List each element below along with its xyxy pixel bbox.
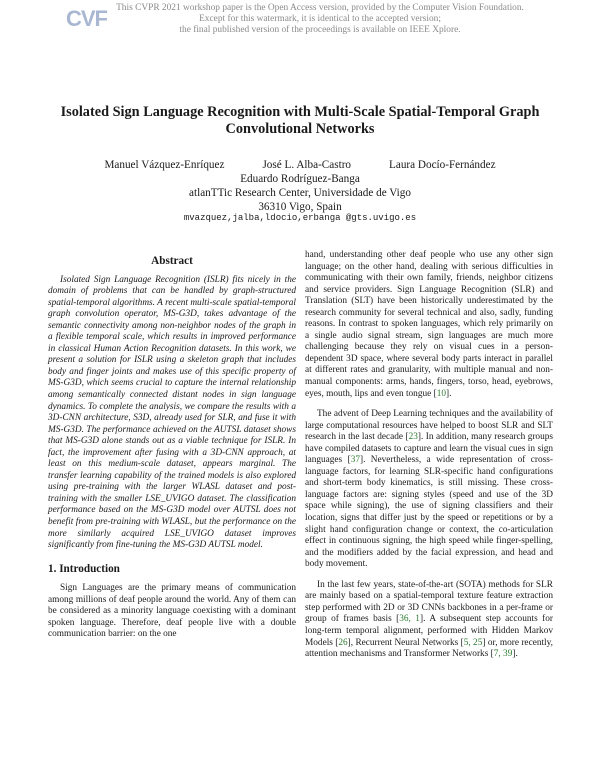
address: 36310 Vigo, Spain xyxy=(258,201,342,213)
watermark-line: This CVPR 2021 workshop paper is the Open Access version, provided by the Computer Vision Foundation. xyxy=(116,3,524,13)
author-emails: mvazquez,jalba,ldocio,erbanga @gts.uvigo.es xyxy=(183,213,417,223)
watermark-banner xyxy=(0,0,600,44)
author-name: Laura Docío-Fernández xyxy=(389,159,496,171)
intro-paragraph: In the last few years, state-of-the-art (SOTA) methods for SLR are mainly based on a spatial-temporal texture feature extraction step performed with 2D or 3D CNNs backbones in a per-frame or group of frames basis [36, 1]. A subsequent step accounts for long-term temporal alignment, performed with Hidden Markov Models [26], Recurrent Neural Networks [5, 25] or, more recently, attention mechanisms and Transformer Networks [7, 39]. xyxy=(305,579,554,660)
author-name: José L. Alba-Castro xyxy=(262,159,352,171)
author-row xyxy=(40,158,560,172)
citation-link[interactable]: 37 xyxy=(350,455,360,466)
left-column xyxy=(48,250,296,641)
citation-link[interactable]: 26 xyxy=(338,637,348,648)
citation-link[interactable]: 7, 39 xyxy=(493,649,513,660)
watermark-line: Except for this watermark, it is identical to the accepted version; xyxy=(199,14,441,24)
affiliation: atlanTTic Research Center, Universidade de Vigo xyxy=(189,187,411,199)
abstract-text: Isolated Sign Language Recognition (ISLR) fits nicely in the domain of problems that can be handled by graph-structured spatial-temporal algorithms. A recent multi-scale spatial-temporal graph convolution operator, MS-G3D, takes advantage of the semantic connectivity among non-neighbor nodes of the graph in a flexible temporal scale, which results in improved performance in classical Human Action Recognition datasets. In this work, we present a solution for ISLR using a skeleton graph that includes body and finger joints and makes use of this specific property of MS-G3D, which seems crucial to capture the internal relationship among semantically connected distant nodes in sign language dynamics. To complete the analysis, we compare the results with a 3D-CNN architecture, S3D, already used for SLR, and fuse it with MS-G3D. The performance achieved on the AUTSL dataset shows that MS-G3D alone stands out as a viable technique for ISLR. In fact, the improvement after fusing with a 3D-CNN approach, at least on this medium-scale dataset, appears marginal. The transfer learning capability of the trained models is also explored using pre-training with the larger WLASL dataset and post-training with the smaller LSE_UVIGO dataset. The classification performance based on the MS-G3D model over AUTSL does not benefit from pre-training with WLASL, but the performance on the more similarly acquired LSE_UVIGO dataset improves significantly from fine-tuning the MS-G3D AUTSL model. xyxy=(48,274,296,551)
watermark-line: the final published version of the proceedings is available on IEEE Xplore. xyxy=(179,25,461,35)
intro-paragraph: hand, understanding other deaf people who use any other sign language; on the other hand, dealing with serious difficulties in communicating with their own family, friends, neighbor citizens and service providers. Sign Language Recognition (SLR) and Translation (SLT) have been historically underestimated by the research community for several technical and also, sadly, funding reasons. In contrast to spoken languages, which rely primarily on a single audio signal stream, sign languages are much more challenging because they rely on visual cues in a person-dependent 3D space, where several body parts interact in parallel at different rates and granularity, with multiple manual and non-manual components: arms, hands, fingers, torso, head, eyebrows, eyes, mouth, lips and even tongue [10]. xyxy=(305,250,553,399)
abstract-heading: Abstract xyxy=(151,255,193,267)
intro-paragraph: Sign Languages are the primary means of communication among millions of deaf people around the world. Any of them can be considered as a minority language coexisting with a dominant spoken language. Therefore, deaf people live with a double communication barrier: on the one xyxy=(48,583,296,640)
watermark-text xyxy=(110,3,530,36)
author-name: Manuel Vázquez-Enríquez xyxy=(104,159,225,171)
paper-title: Isolated Sign Language Recognition with Multi-Scale Spatial-Temporal Graph Convolutional Networks xyxy=(60,104,540,137)
cvf-logo: CVF xyxy=(66,6,107,31)
citation-link[interactable]: 23 xyxy=(408,432,418,443)
intro-paragraph: The advent of Deep Learning techniques and the availability of large computational resources have helped to boost SLR and SLT research in the last decade [23]. In addition, many research groups have compiled datasets to capture and learn the visual cues in sign languages [37]. Nevertheless, a wide representation of cross-language factors, for learning SLR-specific hand configurations and short-term body kinematics, is still missing. These cross-language factors are: signing styles (speed and use of the 3D space while signing), the use of signing classifiers and their location, signs that differ just by the speed or repetitions or by a slight hand configuration change or context, the co-articulation effect in continuous signing, the high speed while finger-spelling, and the modifiers added by the facial expression, and head and body movement. xyxy=(305,409,553,570)
section-heading-introduction: 1. Introduction xyxy=(48,562,120,575)
citation-link[interactable]: 36, 1 xyxy=(399,614,420,625)
author-block xyxy=(40,158,560,214)
citation-link[interactable]: 5, 25 xyxy=(463,637,483,648)
citation-link[interactable]: 10 xyxy=(436,388,446,399)
right-column xyxy=(305,250,553,661)
author-name: Eduardo Rodríguez-Banga xyxy=(240,173,360,185)
